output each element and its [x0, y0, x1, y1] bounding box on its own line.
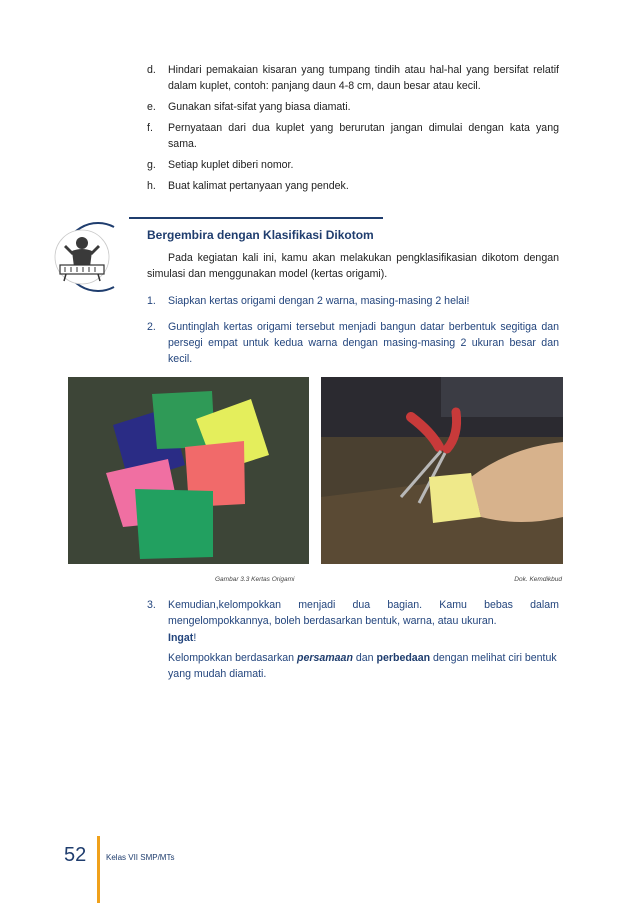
list-item	[147, 99, 559, 115]
steps-list	[147, 293, 559, 377]
step3-note	[168, 650, 560, 682]
section-rule	[129, 217, 383, 219]
list-item	[147, 62, 559, 94]
list-item	[147, 319, 559, 367]
list-label: 2.	[147, 321, 156, 333]
list-item	[147, 120, 559, 152]
note-mid: dan	[352, 652, 377, 664]
list-text: Setiap kuplet diberi nomor.	[168, 159, 294, 171]
list-label: e.	[147, 101, 156, 113]
list-text: Siapkan kertas origami dengan 2 warna, masing-masing 2 helai!	[168, 295, 470, 307]
ingat-after: !	[193, 632, 197, 644]
figure-caption: Gambar 3.3 Kertas Origami	[215, 576, 295, 583]
activity-icon	[44, 221, 122, 293]
note-word-persamaan: persamaan	[296, 652, 353, 664]
ingat-word: Ingat	[168, 632, 194, 644]
section-intro	[147, 250, 559, 282]
list-label: h.	[147, 180, 156, 192]
figure-credit: Dok. Kemdikbud	[514, 576, 562, 583]
note-word-perbedaan: perbedaan	[376, 652, 431, 664]
top-list	[147, 62, 559, 199]
list-label: 3.	[147, 599, 156, 611]
step3-list	[147, 597, 559, 634]
ingat-line	[168, 630, 560, 646]
list-label: g.	[147, 159, 156, 171]
list-item	[147, 597, 559, 629]
cutting-photo	[321, 377, 563, 564]
list-text: Buat kalimat pertanyaan yang pendek.	[168, 180, 349, 192]
intro-text: Pada kegiatan kali ini, kamu akan melakukan pengklasifikasian dikotom dengan simulasi dan menggunakan model (kertas origami).	[147, 252, 559, 280]
list-item	[147, 178, 559, 194]
origami-photo	[68, 377, 309, 564]
figure-photos	[68, 377, 563, 564]
list-label: f.	[147, 122, 153, 134]
list-item	[147, 293, 559, 309]
footer-book-title: Kelas VII SMP/MTs	[106, 853, 175, 862]
footer-accent-bar	[97, 836, 100, 903]
list-item	[147, 157, 559, 173]
list-text: Kemudian,kelompokkan menjadi dua bagian. Kamu bebas dalam mengelompokkannya, boleh berdasarkan bentuk, warna, atau ukuran.	[168, 599, 559, 627]
section-title: Bergembira dengan Klasifikasi Dikotom	[147, 228, 374, 242]
list-text: Guntinglah kertas origami tersebut menjadi bangun datar berbentuk segitiga dan persegi empat untuk kedua warna dengan masing-masing 2 ukuran besar dan kecil.	[168, 321, 559, 365]
page-number: 52	[64, 844, 87, 866]
list-label: d.	[147, 64, 156, 76]
list-label: 1.	[147, 295, 156, 307]
note-before: Kelompokkan berdasarkan	[168, 652, 297, 664]
list-text: Hindari pemakaian kisaran yang tumpang tindih atau hal-hal yang bersifat relatif dalam kuplet, contoh: panjang daun 4-8 cm, daun besar atau kecil.	[168, 64, 559, 92]
list-text: Gunakan sifat-sifat yang biasa diamati.	[168, 101, 351, 113]
note-after: dengan melihat ciri bentuk yang mudah diamati.	[168, 652, 557, 680]
list-text: Pernyataan dari dua kuplet yang berurutan jangan dimulai dengan kata yang sama.	[168, 122, 559, 150]
